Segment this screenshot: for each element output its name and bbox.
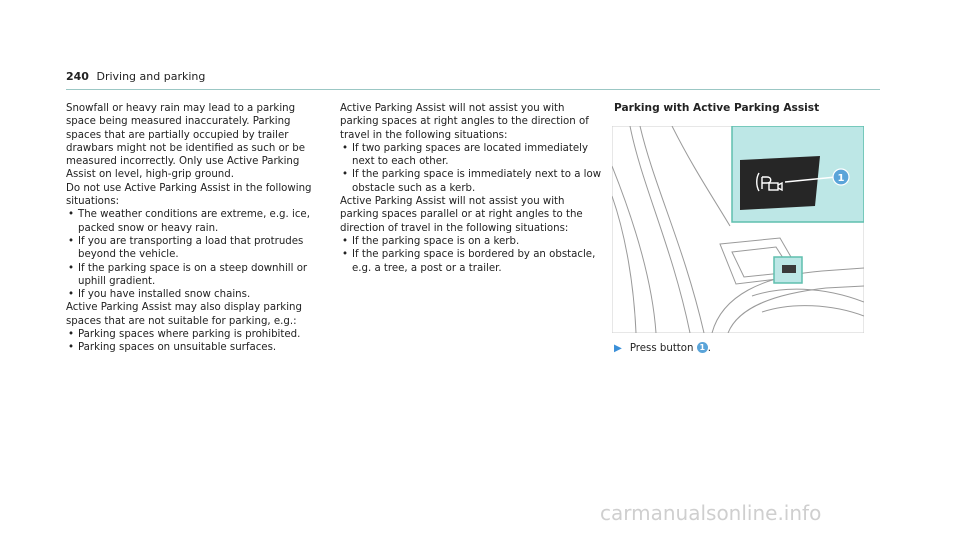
list-item: • If the parking space is on a steep downhill or uphill gradient. [66, 262, 328, 289]
list-item: • Parking spaces where parking is prohibited. [66, 328, 328, 341]
list-item: • If you have installed snow chains. [66, 288, 328, 301]
bullet-list [340, 235, 602, 275]
step-end: . [707, 343, 711, 354]
page-number: 240 [66, 70, 89, 83]
list-item: • If the parking space is on a kerb. [340, 235, 602, 248]
column-2 [340, 102, 602, 275]
list-item: • If you are transporting a load that protrudes beyond the vehicle. [66, 235, 328, 262]
console-illustration [612, 126, 864, 333]
list-item: • Parking spaces on unsuitable surfaces. [66, 341, 328, 354]
subsection-title: Parking with Active Parking Assist [614, 102, 820, 114]
step-text: Press button [629, 343, 694, 354]
bullet-list [66, 208, 328, 301]
paragraph: Do not use Active Parking Assist in the following situations: [66, 182, 312, 208]
list-item: • If the parking space is immediately next to a low obstacle such as a kerb. [340, 168, 602, 195]
parking-button [740, 156, 820, 210]
list-item: • The weather conditions are extreme, e.g. ice, packed snow or heavy rain. [66, 208, 328, 235]
paragraph: Snowfall or heavy rain may lead to a parking space being measured inaccurately. Parking spaces that are partially occupied by trailer drawbars might not be identified as such or be measured incorrectly. Only use Active Parking Assist on level, high-grip ground. [66, 103, 305, 181]
instruction-step [614, 342, 711, 354]
page-header [66, 70, 205, 83]
step-number-badge: 1 [697, 342, 708, 353]
paragraph: Active Parking Assist may also display parking spaces that are not suitable for parking, e.g.: [66, 302, 302, 327]
bullet-list [340, 142, 602, 195]
paragraph: Active Parking Assist will not assist you with parking spaces parallel or at right angles to the direction of travel in the following situations: [340, 196, 583, 234]
list-item: • If the parking space is bordered by an obstacle, e.g. a tree, a post or a trailer. [340, 248, 602, 275]
arrow-icon: ▶ [614, 343, 622, 354]
callout-number: 1 [837, 173, 845, 184]
watermark: carmanualsonline.info [600, 501, 822, 525]
paragraph: Active Parking Assist will not assist you with parking spaces at right angles to the direction of travel in the following situations: [340, 103, 589, 141]
list-item: • If two parking spaces are located immediately next to each other. [340, 142, 602, 169]
column-1 [66, 102, 328, 355]
header-divider [66, 89, 880, 90]
bullet-list [66, 328, 328, 355]
section-title: Driving and parking [96, 70, 206, 83]
